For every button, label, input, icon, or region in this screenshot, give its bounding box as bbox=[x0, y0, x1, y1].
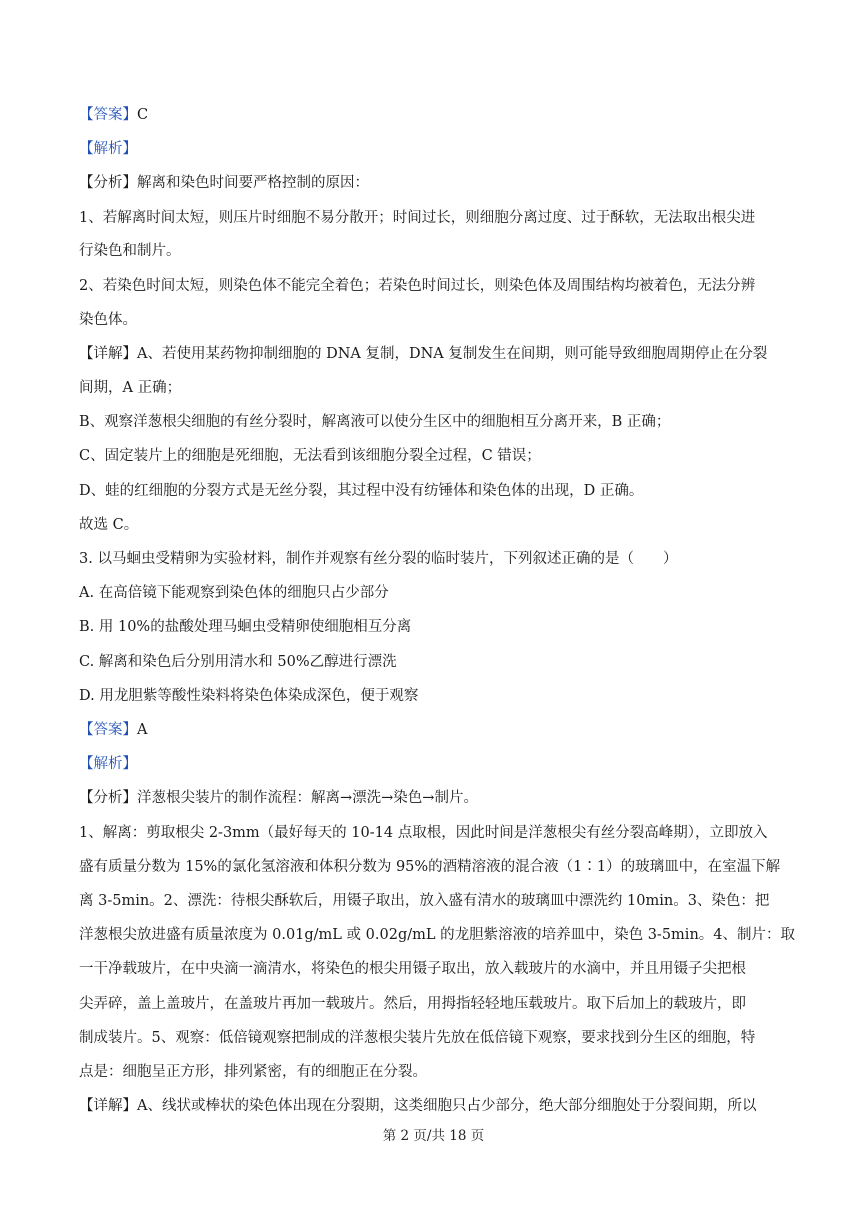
detail-text: A、若使用某药物抑制细胞的 DNA 复制，DNA 复制发生在间期，则可能导致细胞周期停止在分裂 bbox=[137, 346, 768, 362]
q3-option-d: D. 用龙胆紫等酸性染料将染色体染成深色，便于观察 bbox=[79, 688, 419, 704]
q2-choice: 故选 C。 bbox=[79, 517, 139, 533]
analysis-tag: 【解析】 bbox=[79, 141, 137, 157]
page-footer: 第 2 页/共 18 页 bbox=[382, 1128, 485, 1144]
answer-value: C bbox=[137, 107, 149, 123]
answer-tag: 【答案】 bbox=[79, 722, 137, 738]
fenxi-tag: 【分析】 bbox=[79, 790, 137, 806]
q3-procedure-line-3: 离 3-5min。2、漂洗：待根尖酥软后，用镊子取出，放入盛有清水的玻璃皿中漂洗约 10min。3、染色：把 bbox=[79, 893, 770, 909]
q3-procedure-line-1: 1、解离：剪取根尖 2-3mm（最好每天的 10-14 点取根，因此时间是洋葱根尖有丝分裂高峰期），立即放入 bbox=[79, 825, 768, 841]
q3-option-a: A. 在高倍镜下能观察到染色体的细胞只占少部分 bbox=[79, 585, 389, 601]
q2-detail-line-2: 间期，A 正确； bbox=[79, 380, 182, 396]
detail-tag: 【详解】 bbox=[79, 346, 137, 362]
q3-procedure-line-2: 盛有质量分数为 15%的氯化氢溶液和体积分数为 95%的酒精溶液的混合液（1∶1）的玻璃皿中，在室温下解 bbox=[79, 859, 781, 875]
q3-option-c: C. 解离和染色后分别用清水和 50%乙醇进行漂洗 bbox=[79, 654, 397, 670]
q2-option-d-analysis: D、蛙的红细胞的分裂方式是无丝分裂，其过程中没有纺锤体和染色体的出现，D 正确。 bbox=[79, 483, 644, 499]
answer-tag: 【答案】 bbox=[79, 107, 137, 123]
q3-procedure-line-5: 一干净载玻片，在中央滴一滴清水，将染色的根尖用镊子取出，放入载玻片的水滴中，并且用镊子尖把根 bbox=[79, 961, 746, 977]
q3-stem: 3. 以马蛔虫受精卵为实验材料，制作并观察有丝分裂的临时装片，下列叙述正确的是（ ） bbox=[79, 551, 678, 567]
q2-option-b-analysis: B、观察洋葱根尖细胞的有丝分裂时，解离液可以使分生区中的细胞相互分离开来，B 正确； bbox=[79, 414, 671, 430]
q3-analysis-line bbox=[79, 753, 795, 775]
q3-procedure-line-6: 尖弄碎，盖上盖玻片，在盖玻片再加一载玻片。然后，用拇指轻轻地压载玻片。取下后加上的载玻片，即 bbox=[79, 996, 746, 1012]
fenxi-text: 洋葱根尖装片的制作流程：解离→漂洗→染色→制片。 bbox=[137, 790, 478, 806]
q3-procedure-line-7: 制成装片。5、观察：低倍镜观察把制成的洋葱根尖装片先放在低倍镜下观察，要求找到分生区的细胞，特 bbox=[79, 1030, 756, 1046]
q3-option-b: B. 用 10%的盐酸处理马蛔虫受精卵使细胞相互分离 bbox=[79, 619, 412, 635]
q3-procedure-line-4: 洋葱根尖放进盛有质量浓度为 0.01g/mL 或 0.02g/mL 的龙胆紫溶液的培养皿中，染色 3-5min。4、制片：取 bbox=[79, 927, 796, 943]
q2-analysis-line bbox=[79, 138, 795, 160]
detail-tag: 【详解】 bbox=[79, 1098, 137, 1114]
fenxi-tag: 【分析】 bbox=[79, 175, 137, 191]
q2-fenxi-line bbox=[79, 172, 795, 194]
analysis-tag: 【解析】 bbox=[79, 756, 137, 772]
answer-value: A bbox=[137, 722, 148, 738]
q2-paragraph-2-line-1: 2、若染色时间太短，则染色体不能完全着色；若染色时间过长，则染色体及周围结构均被着色，无法分辨 bbox=[79, 278, 756, 294]
q2-paragraph-1-line-2: 行染色和制片。 bbox=[79, 243, 181, 259]
q3-detail-line-1 bbox=[79, 1095, 795, 1117]
q2-answer-line bbox=[79, 104, 795, 126]
q2-detail-line-1 bbox=[79, 343, 795, 365]
q3-procedure-line-8: 点是：细胞呈正方形，排列紧密，有的细胞正在分裂。 bbox=[79, 1064, 427, 1080]
q2-paragraph-1-line-1: 1、若解离时间太短，则压片时细胞不易分散开；时间过长，则细胞分离过度、过于酥软，无法取出根尖进 bbox=[79, 210, 756, 226]
fenxi-text: 解离和染色时间要严格控制的原因： bbox=[137, 175, 369, 191]
q2-paragraph-2-line-2: 染色体。 bbox=[79, 312, 137, 328]
q2-option-c-analysis: C、固定装片上的细胞是死细胞，无法看到该细胞分裂全过程，C 错误； bbox=[79, 448, 541, 464]
q3-answer-line bbox=[79, 719, 795, 741]
q3-fenxi-line bbox=[79, 787, 795, 809]
detail-text: A、线状或棒状的染色体出现在分裂期，这类细胞只占少部分，绝大部分细胞处于分裂间期，所以 bbox=[137, 1098, 757, 1114]
